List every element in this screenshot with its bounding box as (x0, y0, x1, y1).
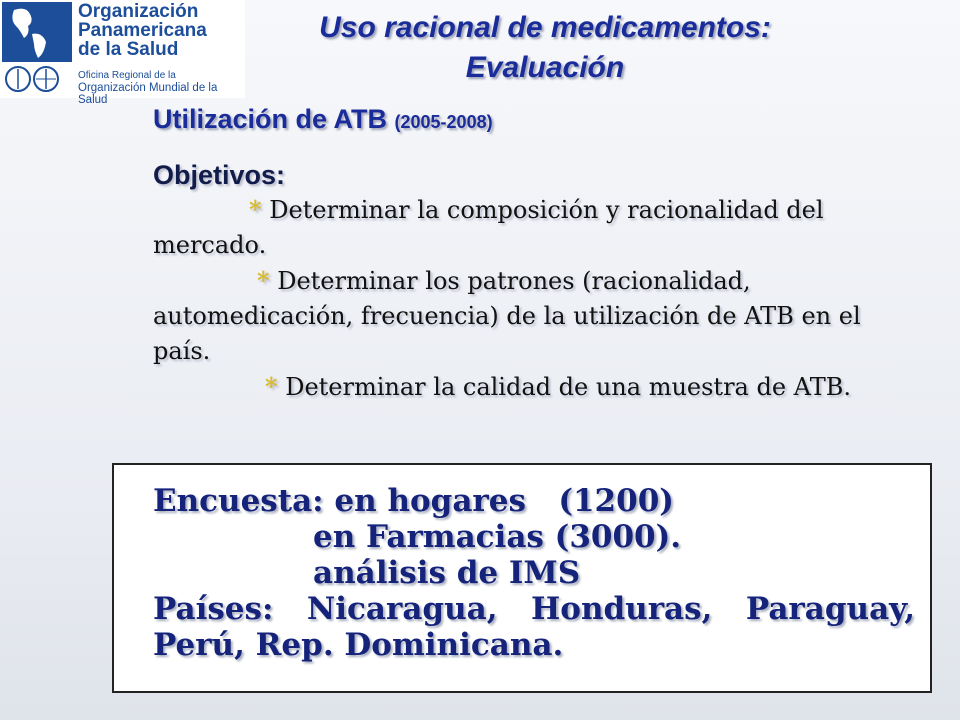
objective-text: Determinar la calidad de una muestra de ATB. (285, 373, 851, 401)
organization-logo (0, 0, 245, 106)
logo-office-line: Organización Mundial de la Salud (78, 82, 218, 106)
bullet-star: * (265, 372, 278, 401)
logo-name-line: de la Salud (78, 39, 179, 60)
slide-title-line: Uso racional de medicamentos: (319, 11, 771, 44)
objective-text: Determinar la composición y racionalidad del mercado. (153, 196, 824, 259)
logo-name-line: Organización (78, 1, 199, 22)
globe-emblem-icon (0, 0, 78, 98)
slide-title-line: Evaluación (465, 51, 625, 84)
slide-subtitle (153, 104, 493, 135)
logo-name-line: Panamericana (78, 20, 207, 41)
objectives-heading: Objetivos: (153, 160, 286, 190)
logo-office-line: Oficina Regional de la (78, 70, 176, 81)
objective-item (153, 369, 913, 405)
survey-line-text: análisis de IMS (313, 555, 581, 591)
survey-line (153, 555, 915, 591)
survey-line: Encuesta: en hogares (1200) (153, 483, 674, 519)
slide-title (250, 8, 840, 88)
logo-office-text (78, 70, 245, 106)
bullet-star: * (257, 266, 270, 295)
subtitle-text: Utilización de ATB (153, 104, 395, 134)
objective-item (153, 192, 913, 263)
objectives-section (153, 158, 913, 405)
survey-line-text: en Farmacias (3000). (313, 519, 682, 555)
subtitle-years: (2005-2008) (394, 112, 493, 132)
survey-line (153, 519, 915, 555)
survey-countries-line: Perú, Rep. Dominicana. (153, 627, 564, 663)
objective-text: Determinar los patrones (racionalidad, automedicación, frecuencia) de la utilización de ATB en el país. (153, 267, 861, 365)
survey-countries-line: Países: Nicaragua, Honduras, Paraguay, (153, 591, 915, 627)
bullet-star: * (249, 195, 262, 224)
logo-organization-name (78, 2, 207, 59)
objective-item (153, 263, 913, 369)
survey-details (153, 483, 915, 663)
